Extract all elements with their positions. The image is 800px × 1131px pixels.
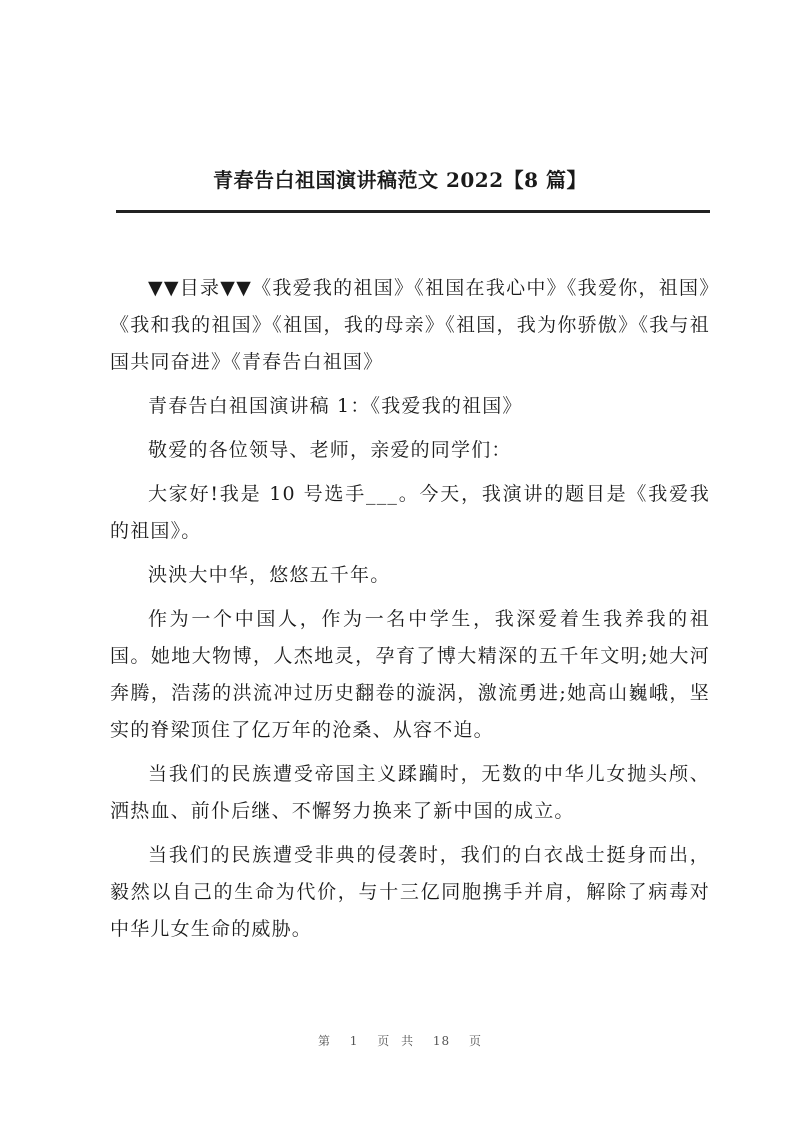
paragraph-greeting: 大家好!我是 10 号选手___。今天，我演讲的题目是《我爱我的祖国》。: [110, 483, 710, 542]
paragraph-body: 当我们的民族遭受帝国主义蹂躏时，无数的中华儿女抛头颅、洒热血、前仆后继、不懈努力换来了新中国的成立。: [110, 763, 710, 822]
paragraph-body: 当我们的民族遭受非典的侵袭时，我们的白衣战士挺身而出，毅然以自己的生命为代价，与十三亿同胞携手并肩，解除了病毒对中华儿女生命的威胁。: [110, 844, 710, 940]
document-body: [110, 270, 710, 955]
footer-current-page: 1: [349, 1034, 359, 1048]
paragraph-body: 作为一个中国人，作为一名中学生，我深爱着生我养我的祖国。她地大物博，人杰地灵，孕育了博大精深的五千年文明;她大河奔腾，浩荡的洪流冲过历史翻卷的漩涡，激流勇进;她高山巍峨，坚实的脊梁顶住了亿万年的沧桑、从容不迫。: [110, 608, 710, 741]
paragraph-speech-heading: 青春告白祖国演讲稿 1：《我爱我的祖国》: [148, 395, 523, 417]
footer-label-page: 第: [317, 1034, 331, 1048]
footer-label-of: 页 共: [377, 1034, 415, 1048]
footer-label-pages: 页: [469, 1034, 483, 1048]
document-title: 青春告白祖国演讲稿范文 2022【8 篇】: [212, 168, 587, 192]
paragraph-opening: 泱泱大中华，悠悠五千年。: [148, 564, 391, 586]
title-divider: [116, 210, 710, 213]
paragraph-toc: ▼▼目录▼▼《我爱我的祖国》《祖国在我心中》《我爱你，祖国》《我和我的祖国》《祖国，我的母亲》《祖国，我为你骄傲》《我与祖国共同奋进》《青春告白祖国》: [110, 277, 710, 373]
footer-total-pages: 18: [432, 1034, 451, 1048]
paragraph-salutation: 敬爱的各位领导、老师，亲爱的同学们：: [148, 439, 512, 461]
page-footer: [0, 1032, 800, 1049]
